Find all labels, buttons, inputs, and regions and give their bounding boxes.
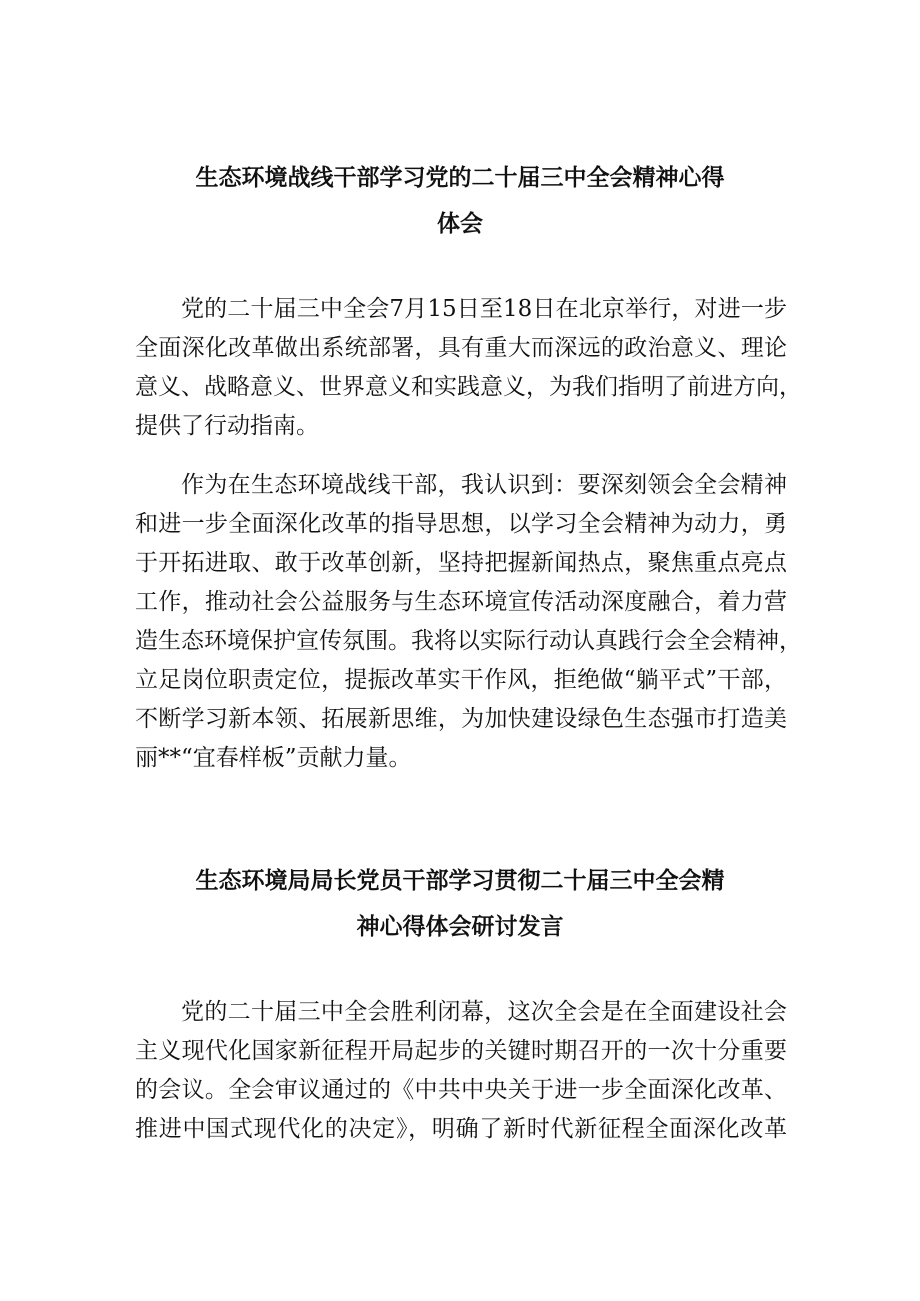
paragraph-line: 党的二十届三中全会胜利闭幕，这次全会是在全面建设社会 [181,999,787,1025]
paragraph-line: 提供了行动指南。 [135,413,319,439]
paragraph-line: 不断学习新本领、拓展新思维，为加快建设绿色生态强市打造美 [135,706,787,732]
paragraph-line: 和进一步全面深化改革的指导思想，以学习全会精神为动力，勇 [135,511,787,537]
paragraph-line: 丽**“宜春样板”贡献力量。 [135,745,412,771]
paragraph-line: 造生态环境保护宣传氛围。我将以实际行动认真践行会全会精神， [135,628,802,654]
title-line: 神心得体会研讨发言 [356,914,564,940]
paragraph-line: 推进中国式现代化的决定》，明确了新时代新征程全面深化改革 [135,1116,787,1142]
paragraph-line: 于开拓进取、敢于改革创新，坚持把握新闻热点，聚焦重点亮点 [135,550,787,576]
paragraph-line: 全面深化改革做出系统部署，具有重大而深远的政治意义、理论 [135,335,787,361]
section2-paragraph-1 [135,993,787,1149]
title-line: 生态环境局局长党员干部学习贯彻二十届三中全会精 [195,868,725,894]
paragraph-line: 主义现代化国家新征程开局起步的关键时期召开的一次十分重要 [135,1038,787,1064]
paragraph-line: 党的二十届三中全会7月15日至18日在北京举行，对进一步 [181,296,787,322]
section1-title [120,155,800,247]
paragraph-line: 的会议。全会审议通过的《中共中央关于进一步全面深化改革、 [135,1077,787,1103]
section1-paragraph-2 [135,466,802,778]
paragraph-line: 意义、战略意义、世界意义和实践意义，为我们指明了前进方向， [135,374,802,400]
paragraph-line: 立足岗位职责定位，提振改革实干作风，拒绝做“躺平式”干部， [135,667,787,693]
paragraph-line: 作为在生态环境战线干部，我认识到：要深刻领会全会精神 [181,472,787,498]
section1-paragraph-1 [135,290,802,446]
section2-title [120,858,800,950]
title-line: 生态环境战线干部学习党的二十届三中全会精神心得 [195,165,725,191]
paragraph-line: 工作，推动社会公益服务与生态环境宣传活动深度融合，着力营 [135,589,787,615]
title-line: 体会 [437,211,483,237]
